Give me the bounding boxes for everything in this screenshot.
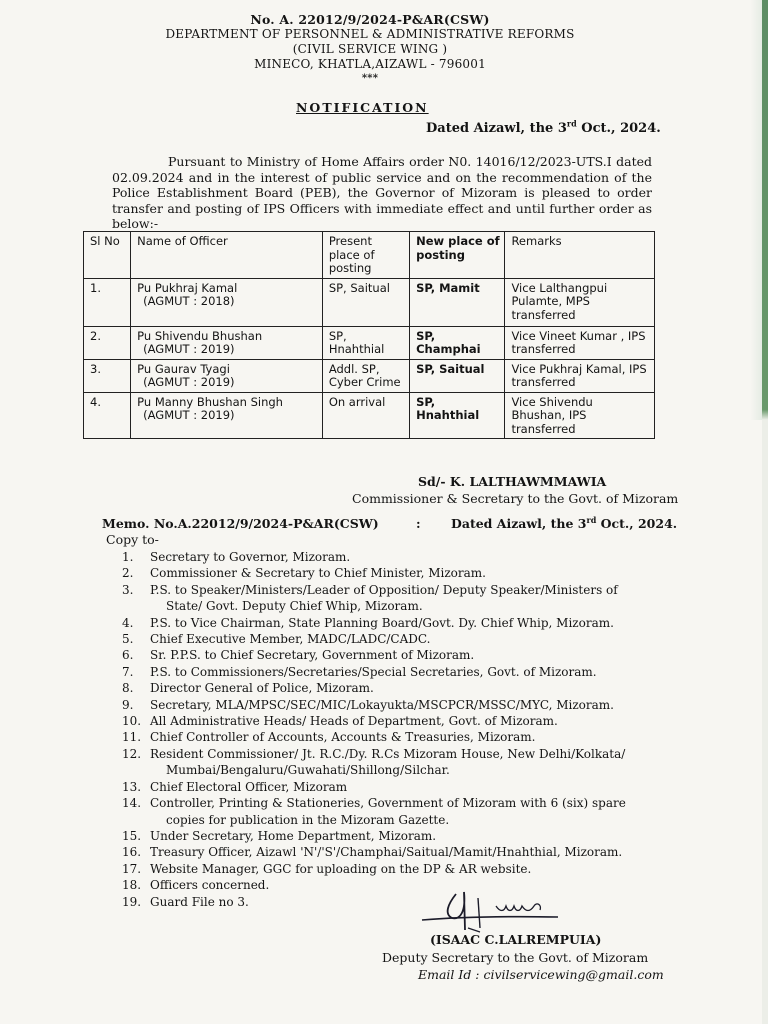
table-row xyxy=(84,392,655,439)
cell-remarks: Vice Pukhraj Kamal, IPS transferred xyxy=(505,359,655,392)
cell-name: Pu Gaurav Tyagi (AGMUT : 2019) xyxy=(131,359,323,392)
cell-name: Pu Manny Bhushan Singh (AGMUT : 2019) xyxy=(131,392,323,439)
list-item-number: 18. xyxy=(122,878,142,893)
list-item-number: 17. xyxy=(122,861,142,876)
list-item-continuation: State/ Govt. Deputy Chief Whip, Mizoram. xyxy=(166,599,423,614)
list-item-text: Secretary to Governor, Mizoram. xyxy=(150,550,351,564)
list-item xyxy=(112,664,672,680)
table-row xyxy=(84,278,655,326)
cell-new: SP, Saitual xyxy=(410,359,505,392)
memo-colon: : xyxy=(416,516,421,531)
list-item xyxy=(112,680,672,696)
list-item xyxy=(112,779,672,795)
cell-present: SP, Hnahthial xyxy=(322,326,409,359)
department-address: MINECO, KHATLA,AIZAWL - 796001 xyxy=(254,57,486,71)
list-item-number: 19. xyxy=(122,894,142,909)
list-item xyxy=(112,615,672,631)
cell-new: SP, Champhai xyxy=(410,326,505,359)
list-item-continuation: Mumbai/Bengaluru/Guwahati/Shillong/Silchar. xyxy=(166,763,450,778)
list-item xyxy=(112,697,672,713)
notification-body: Pursuant to Ministry of Home Affairs order N0. 14016/12/2023-UTS.I dated 02.09.2024 and in the interest of public service and on the recommendation of the Police Establishment Board (PEB), the Governor of Mizoram is pleased to order transfer and posting of IPS Officers with immediate effect and until further order as below:- xyxy=(112,154,652,231)
list-item-text: Under Secretary, Home Department, Mizoram. xyxy=(150,828,437,843)
notification-date: Dated Aizawl, the 3rd Oct., 2024. xyxy=(426,118,661,136)
list-item-text: Chief Electoral Officer, Mizoram xyxy=(150,779,348,794)
deputy-secretary-name: (ISAAC C.LALREMPUIA) xyxy=(430,932,602,947)
memo-number: Memo. No.A.22012/9/2024-P&AR(CSW) xyxy=(102,516,379,531)
cell-present: SP, Saitual xyxy=(322,278,409,326)
reference-number: No. A. 22012/9/2024-P&AR(CSW) xyxy=(250,12,490,27)
list-item-number: 9. xyxy=(122,697,134,712)
list-item xyxy=(112,894,672,910)
list-item-number: 7. xyxy=(122,664,134,679)
list-item xyxy=(112,795,672,828)
list-item-text: Officers concerned. xyxy=(150,878,270,893)
list-item-number: 6. xyxy=(122,648,134,663)
wing-name: (CIVIL SERVICE WING ) xyxy=(292,42,448,56)
header-new-posting: New place of posting xyxy=(410,232,505,279)
cell-remarks: Vice Shivendu Bhushan, IPS transferred xyxy=(505,392,655,439)
header-officer-name: Name of Officer xyxy=(131,232,323,279)
cell-new: SP, Mamit xyxy=(410,278,505,326)
deputy-secretary-designation: Deputy Secretary to the Govt. of Mizoram xyxy=(382,950,649,965)
list-item-number: 11. xyxy=(122,730,142,745)
list-item xyxy=(112,746,672,779)
list-item-number: 10. xyxy=(122,714,142,729)
cell-sl: 2. xyxy=(84,326,131,359)
list-item xyxy=(112,729,672,745)
list-item xyxy=(112,844,672,860)
list-item-number: 12. xyxy=(122,746,142,761)
cell-sl: 4. xyxy=(84,392,131,439)
table-row xyxy=(84,326,655,359)
header-stars: *** xyxy=(361,73,379,84)
list-item-text: Treasury Officer, Aizawl 'N'/'S'/Champhai/Saitual/Mamit/Hnahthial, Mizoram. xyxy=(150,845,623,860)
list-item-number: 14. xyxy=(122,796,142,811)
list-item-text: Controller, Printing & Stationeries, Government of Mizoram with 6 (six) spare xyxy=(150,796,626,811)
list-item-text: All Administrative Heads/ Heads of Department, Govt. of Mizoram. xyxy=(150,714,558,729)
list-item-number: 2. xyxy=(122,566,134,581)
copy-to-label: Copy to- xyxy=(106,532,159,547)
list-item-text: Secretary, MLA/MPSC/SEC/MIC/Lokayukta/MSCPCR/MSSC/MYC, Mizoram. xyxy=(150,697,614,712)
list-item xyxy=(112,582,672,615)
list-item-number: 1. xyxy=(122,550,134,564)
cell-name: Pu Pukhraj Kamal (AGMUT : 2018) xyxy=(131,278,323,326)
department-name: DEPARTMENT OF PERSONNEL & ADMINISTRATIVE REFORMS xyxy=(165,27,575,41)
list-item xyxy=(112,877,672,893)
list-item-number: 13. xyxy=(122,779,142,794)
list-item xyxy=(112,549,672,565)
list-item xyxy=(112,647,672,663)
cell-present: On arrival xyxy=(322,392,409,439)
email-id: Email Id : civilservicewing@gmail.com xyxy=(418,967,664,982)
list-item-number: 3. xyxy=(122,582,134,597)
list-item-text: Website Manager, GGC for uploading on the DP & AR website. xyxy=(150,861,532,876)
header-present-posting: Present place of posting xyxy=(322,232,409,279)
header-remarks: Remarks xyxy=(505,232,655,279)
copy-to-list xyxy=(112,549,672,910)
table-row xyxy=(84,359,655,392)
list-item-number: 5. xyxy=(122,632,134,647)
list-item-text: P.S. to Speaker/Ministers/Leader of Opposition/ Deputy Speaker/Ministers of xyxy=(150,582,618,597)
memo-date: Dated Aizawl, the 3rd Oct., 2024. xyxy=(451,514,678,531)
cell-present: Addl. SP, Cyber Crime xyxy=(322,359,409,392)
list-item xyxy=(112,861,672,877)
list-item-text: P.S. to Commissioners/Secretaries/Special Secretaries, Govt. of Mizoram. xyxy=(150,664,597,679)
cell-remarks: Vice Vineet Kumar , IPS transferred xyxy=(505,326,655,359)
cell-sl: 1. xyxy=(84,278,131,326)
header-sl-no: Sl No xyxy=(84,232,131,279)
cell-remarks: Vice Lalthangpui Pulamte, MPS transferred xyxy=(505,278,655,326)
cell-new: SP, Hnahthial xyxy=(410,392,505,439)
table-header-row xyxy=(84,232,655,279)
list-item-number: 15. xyxy=(122,828,142,843)
cell-name: Pu Shivendu Bhushan (AGMUT : 2019) xyxy=(131,326,323,359)
signatory-name: Sd/- K. LALTHAWMMAWIA xyxy=(418,474,607,489)
list-item-text: Sr. P.P.S. to Chief Secretary, Government of Mizoram. xyxy=(150,648,475,663)
handwritten-signature-icon xyxy=(418,884,568,934)
list-item-number: 4. xyxy=(122,615,134,630)
list-item-continuation: copies for publication in the Mizoram Gazette. xyxy=(166,812,450,827)
list-item-text: Resident Commissioner/ Jt. R.C./Dy. R.Cs Mizoram House, New Delhi/Kolkata/ xyxy=(150,746,626,761)
list-item xyxy=(112,713,672,729)
list-item xyxy=(112,565,672,581)
list-item xyxy=(112,828,672,844)
page-edge-shade xyxy=(750,0,762,420)
notification-title: NOTIFICATION xyxy=(296,100,429,115)
list-item-text: Director General of Police, Mizoram. xyxy=(150,681,374,696)
transfer-table xyxy=(83,231,655,439)
list-item-text: Guard File no 3. xyxy=(150,894,249,909)
list-item-number: 8. xyxy=(122,681,134,696)
signatory-designation: Commissioner & Secretary to the Govt. of Mizoram xyxy=(352,491,679,506)
list-item-text: Chief Executive Member, MADC/LADC/CADC. xyxy=(150,632,431,647)
list-item-number: 16. xyxy=(122,845,142,860)
list-item-text: Chief Controller of Accounts, Accounts & Treasuries, Mizoram. xyxy=(150,730,536,745)
list-item-text: P.S. to Vice Chairman, State Planning Board/Govt. Dy. Chief Whip, Mizoram. xyxy=(150,615,614,630)
page-edge-strip xyxy=(762,0,768,1024)
list-item xyxy=(112,631,672,647)
cell-sl: 3. xyxy=(84,359,131,392)
list-item-text: Commissioner & Secretary to Chief Minister, Mizoram. xyxy=(150,566,486,581)
